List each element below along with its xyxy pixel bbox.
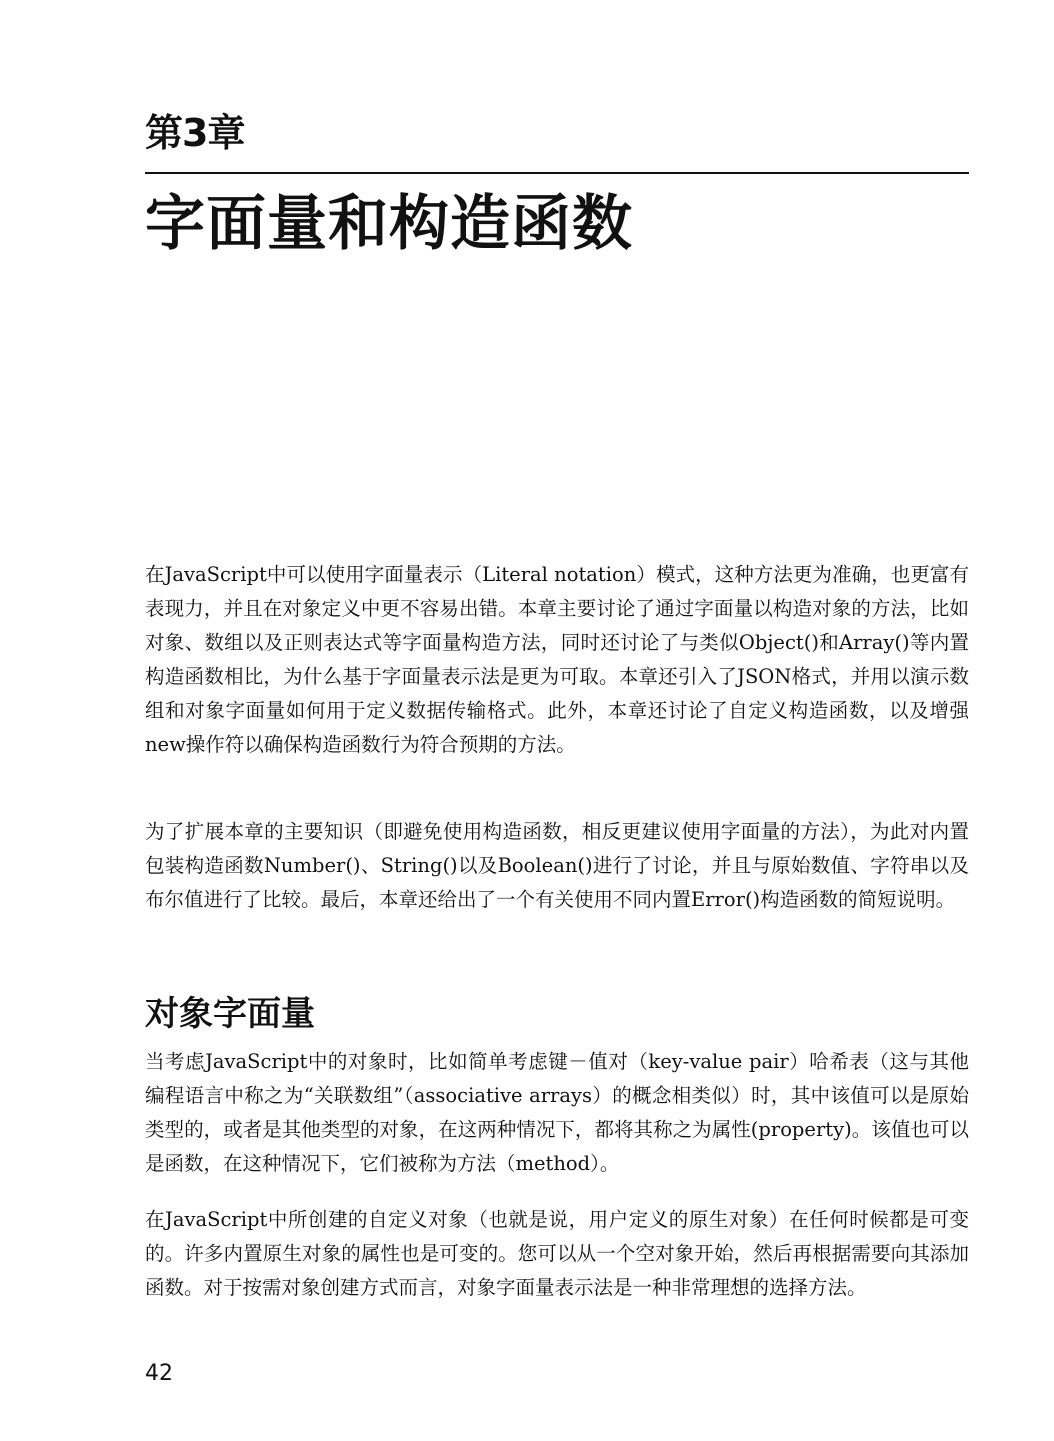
chapter-label: 第3章 — [145, 111, 245, 155]
intro-paragraph-1: 在JavaScript中可以使用字面量表示（Literal notation）模式，这种方法更为准确，也更富有表现力，并且在对象定义中更不容易出错。本章主要讨论了通过字面量以构造对象的方法，比如对象、数组以及正则表达式等字面量构造方法，同时还讨论了与类似Object()和Array()等内置构造函数相比，为什么基于字面量表示法是更为可取。本章还引入了JSON格式，并用以演示数组和对象字面量如何用于定义数据传输格式。此外，本章还讨论了自定义构造函数，以及增强new操作符以确保构造函数行为符合预期的方法。 — [145, 563, 969, 756]
section-heading: 对象字面量 — [145, 994, 315, 1034]
section-paragraph-2: 在JavaScript中所创建的自定义对象（也就是说，用户定义的原生对象）在任何时候都是可变的。许多内置原生对象的属性也是可变的。您可以从一个空对象开始，然后再根据需要向其添加函数。对于按需对象创建方式而言，对象字面量表示法是一种非常理想的选择方法。 — [145, 1208, 969, 1299]
chapter-title: 字面量和构造函数 — [145, 189, 633, 259]
intro-paragraph-2: 为了扩展本章的主要知识（即避免使用构造函数，相反更建议使用字面量的方法），为此对内置包装构造函数Number()、String()以及Boolean()进行了讨论，并且与原始数值、字符串以及布尔值进行了比较。最后，本章还给出了一个有关使用不同内置Error()构造函数的简短说明。 — [145, 820, 969, 911]
section-paragraph-1: 当考虑JavaScript中的对象时，比如简单考虑键－值对（key-value pair）哈希表（这与其他编程语言中称之为“关联数组”（associative arrays）的概念相类似）时，其中该值可以是原始类型的，或者是其他类型的对象，在这两种情况下，都将其称之为属性(property)。该值也可以是函数，在这种情况下，它们被称为方法（method）。 — [145, 1050, 969, 1175]
chapter-divider — [145, 172, 969, 174]
page-number: 42 — [145, 1361, 173, 1386]
